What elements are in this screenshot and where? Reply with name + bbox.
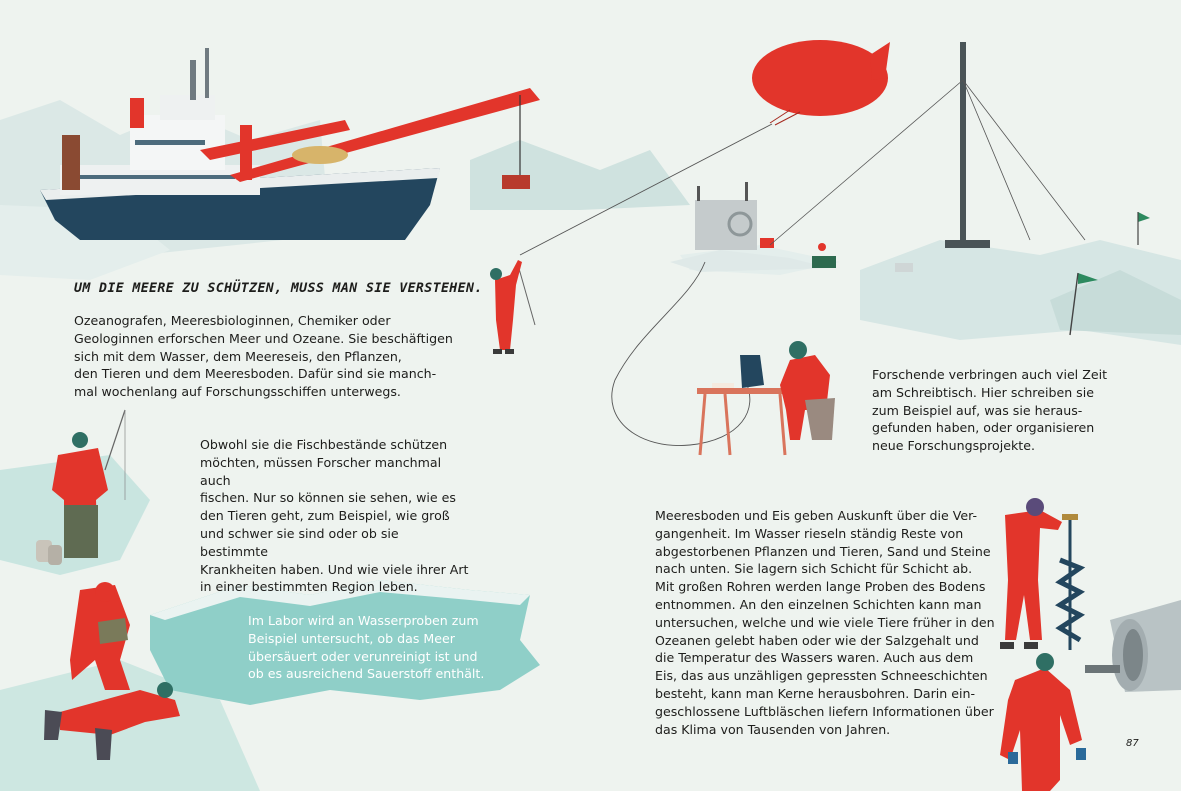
page-headline: UM DIE MEERE ZU SCHÜTZEN, MUSS MAN SIE VERSTEHEN. — [74, 281, 483, 296]
intro-paragraph: Ozeanografen, Meeresbiologinnen, Chemiker oder Geologinnen erforschen Meer und Ozeane. Sie beschäftigen sich mit dem Wasser, dem Meereseis, den Pflanzen, den Tieren und dem Meeresboden. Dafür sind sie manch- mal wochenlang auf Forschungsschiffen unterwegs. — [74, 313, 453, 400]
desk-paragraph: Forschende verbringen auch viel Zeit am Schreibtisch. Hier schreiben sie zum Beispiel auf, was sie heraus- gefunden haben, oder organisieren neue Forschungsprojekte. — [872, 367, 1108, 454]
fishing-paragraph: Obwohl sie die Fischbestände schützen möchten, müssen Forscher manchmal auch fischen. Nur so können sie sehen, wie es den Tieren geht, zum Beispiel, wie groß und schwer sie sind oder ob sie bestimmte Krankheiten haben. Und wie viele ihrer Art in einer bestimmten Region leben. — [200, 437, 469, 595]
lab-paragraph: Im Labor wird an Wasserproben zum Beispiel untersucht, ob das Meer übersäuert oder verunreinigt ist und ob es ausreichend Sauerstoff enthält. — [248, 613, 485, 682]
seabed-paragraph: Meeresboden und Eis geben Auskunft über die Ver- gangenheit. Im Wasser rieseln ständig Reste von abgestorbenen Pflanzen und Tieren, Sand und Steine nach unten. Sie lagern sich Schicht für Schicht ab. Mit großen Rohren werden lange Proben des Bodens entnommen. An den einzelnen Schichten kann man untersuchen, welche und wie viele Tiere früher in den Ozeanen gelebt haben oder wie der Salzgehalt und die Temperatur des Wassers waren. Auch aus dem Eis, das aus unzähligen gepressten Schneeschichten besteht, kann man Kerne herausbohren. Darin ein- geschlossene Luftbläschen liefern Informationen über das Klima von Tausenden von Jahren. — [655, 508, 995, 737]
page-number: 87 — [1126, 738, 1139, 749]
